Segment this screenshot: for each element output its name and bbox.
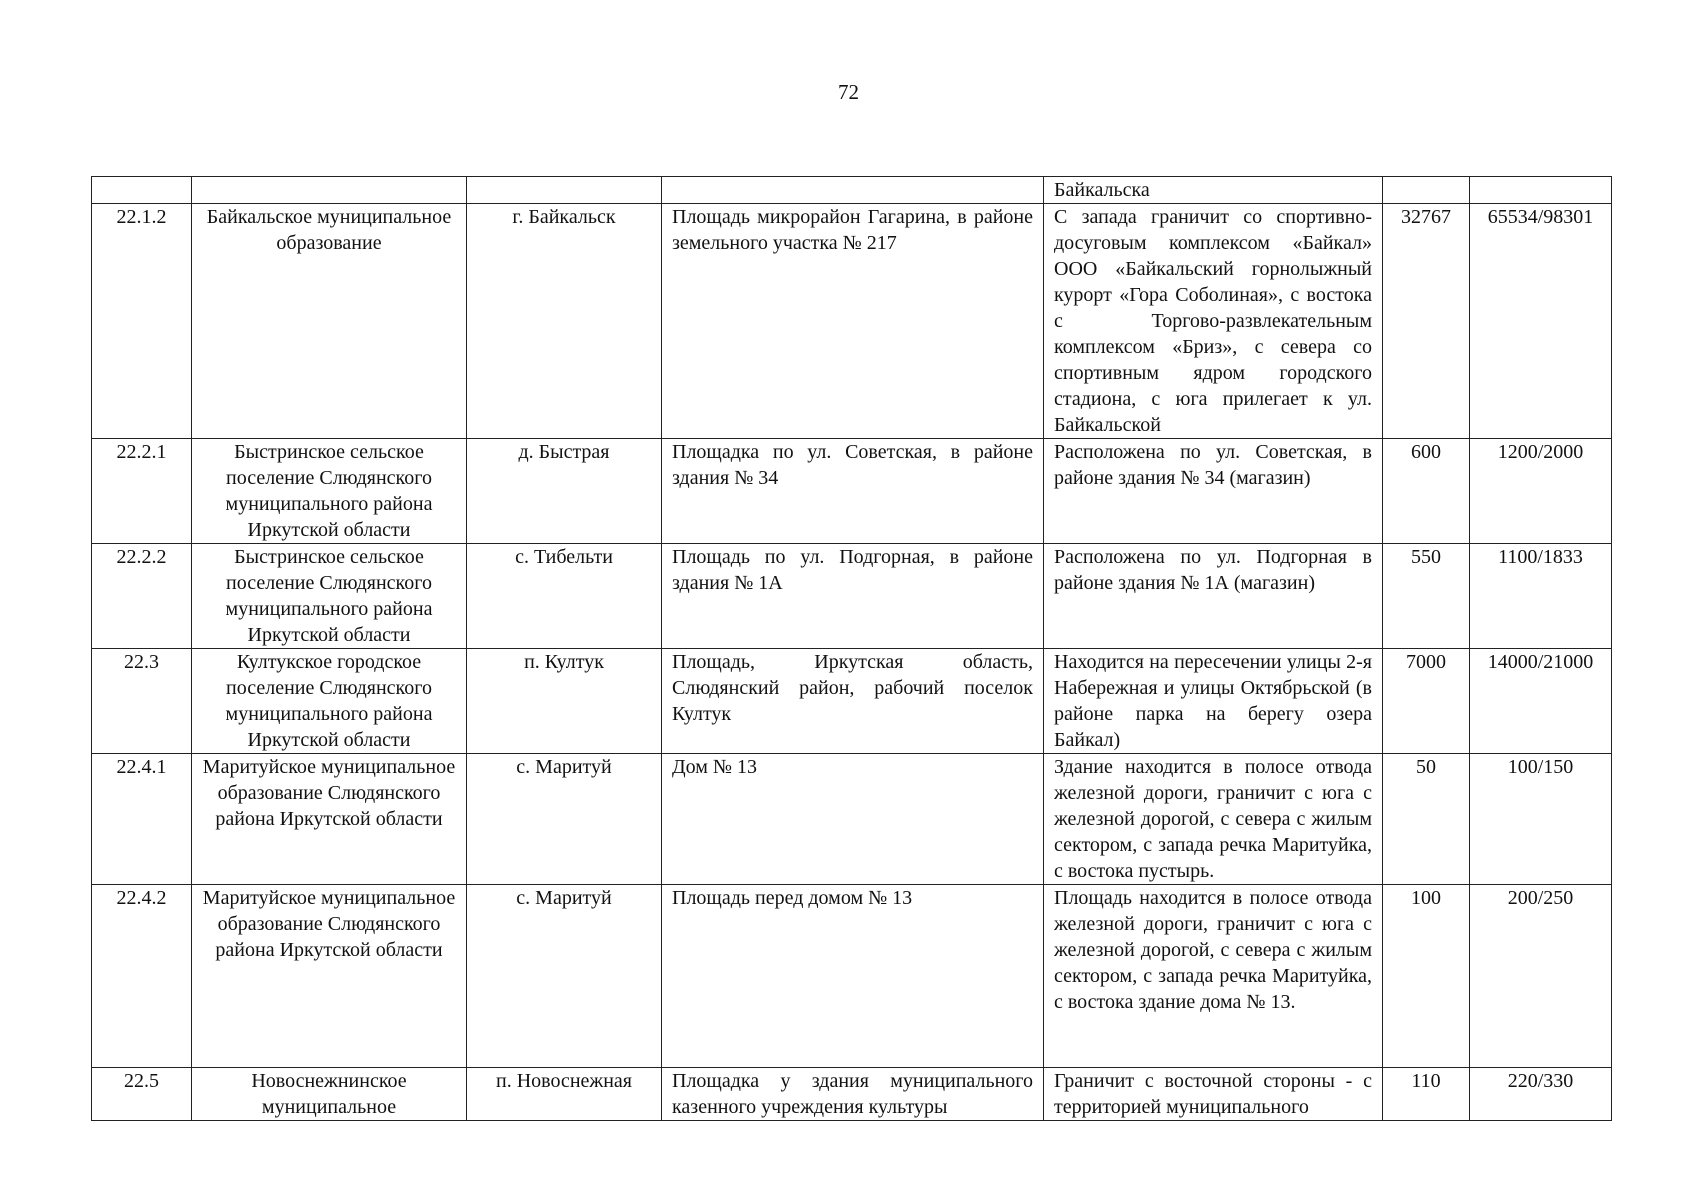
page-number: 72 xyxy=(838,80,859,104)
site-name-cell: Площадь перед домом № 13 xyxy=(662,885,1044,1068)
settlement-cell: п. Новоснежная xyxy=(467,1068,662,1121)
site-name-cell: Площадь по ул. Подгорная, в районе здания № 1А xyxy=(662,544,1044,649)
row-number-cell: 22.3 xyxy=(92,649,192,754)
municipality-cell xyxy=(192,177,467,204)
capacity-cell: 220/330 xyxy=(1470,1068,1612,1121)
table-row xyxy=(92,754,1612,885)
table-row xyxy=(92,544,1612,649)
row-number-cell: 22.4.1 xyxy=(92,754,192,885)
settlement-cell: п. Култук xyxy=(467,649,662,754)
settlement-cell: г. Байкальск xyxy=(467,204,662,439)
sites-table xyxy=(91,176,1612,1121)
capacity-cell: 14000/21000 xyxy=(1470,649,1612,754)
area-cell: 550 xyxy=(1383,544,1470,649)
site-description-cell: Расположена по ул. Подгорная в районе здания № 1А (магазин) xyxy=(1044,544,1383,649)
site-name-cell xyxy=(662,177,1044,204)
site-description-cell: Площадь находится в полосе отвода железной дороги, граничит с юга с железной дорогой, с севера с жилым сектором, с запада речка Маритуйка, с востока здание дома № 13. xyxy=(1044,885,1383,1068)
site-name-cell: Дом № 13 xyxy=(662,754,1044,885)
site-description-cell: Находится на пересечении улицы 2-я Набережная и улицы Октябрьской (в районе парка на берегу озера Байкал) xyxy=(1044,649,1383,754)
area-cell: 600 xyxy=(1383,439,1470,544)
capacity-cell: 1200/2000 xyxy=(1470,439,1612,544)
municipality-cell: Новоснежнинское муниципальное xyxy=(192,1068,467,1121)
area-cell: 32767 xyxy=(1383,204,1470,439)
site-name-cell: Площадь, Иркутская область, Слюдянский район, рабочий поселок Култук xyxy=(662,649,1044,754)
municipality-cell: Култукское городское поселение Слюдянского муниципального района Иркутской области xyxy=(192,649,467,754)
area-cell: 50 xyxy=(1383,754,1470,885)
row-number-cell: 22.1.2 xyxy=(92,204,192,439)
site-name-cell: Площадка по ул. Советская, в районе здания № 34 xyxy=(662,439,1044,544)
area-cell xyxy=(1383,177,1470,204)
area-cell: 110 xyxy=(1383,1068,1470,1121)
site-name-cell: Площадь микрорайон Гагарина, в районе земельного участка № 217 xyxy=(662,204,1044,439)
municipality-cell: Быстринское сельское поселение Слюдянского муниципального района Иркутской области xyxy=(192,439,467,544)
table-row xyxy=(92,1068,1612,1121)
site-description-cell: Байкальска xyxy=(1044,177,1383,204)
site-description-cell: Здание находится в полосе отвода железной дороги, граничит с юга с железной дорогой, с севера с жилым сектором, с запада речка Маритуйка, с востока пустырь. xyxy=(1044,754,1383,885)
table-row xyxy=(92,439,1612,544)
row-number-cell: 22.4.2 xyxy=(92,885,192,1068)
settlement-cell: с. Маритуй xyxy=(467,754,662,885)
site-description-cell: Граничит с восточной стороны - с территорией муниципального xyxy=(1044,1068,1383,1121)
municipality-cell: Байкальское муниципальное образование xyxy=(192,204,467,439)
table-row xyxy=(92,649,1612,754)
row-number-cell: 22.5 xyxy=(92,1068,192,1121)
settlement-cell: с. Тибельти xyxy=(467,544,662,649)
settlement-cell xyxy=(467,177,662,204)
table-row xyxy=(92,885,1612,1068)
settlement-cell: с. Маритуй xyxy=(467,885,662,1068)
table-row xyxy=(92,204,1612,439)
table-row xyxy=(92,177,1612,204)
site-description-cell: С запада граничит со спортивно-досуговым комплексом «Байкал» ООО «Байкальский горнолыжный курорт «Гора Соболиная», с востока с Торгово-развлекательным комплексом «Бриз», с севера со спортивным ядром городского стадиона, с юга прилегает к ул. Байкальской xyxy=(1044,204,1383,439)
area-cell: 100 xyxy=(1383,885,1470,1068)
capacity-cell: 100/150 xyxy=(1470,754,1612,885)
municipality-cell: Маритуйское муниципальное образование Слюдянского района Иркутской области xyxy=(192,885,467,1068)
municipality-cell: Быстринское сельское поселение Слюдянского муниципального района Иркутской области xyxy=(192,544,467,649)
municipality-cell: Маритуйское муниципальное образование Слюдянского района Иркутской области xyxy=(192,754,467,885)
row-number-cell: 22.2.2 xyxy=(92,544,192,649)
capacity-cell: 65534/98301 xyxy=(1470,204,1612,439)
row-number-cell xyxy=(92,177,192,204)
capacity-cell: 1100/1833 xyxy=(1470,544,1612,649)
site-name-cell: Площадка у здания муниципального казенного учреждения культуры xyxy=(662,1068,1044,1121)
capacity-cell xyxy=(1470,177,1612,204)
capacity-cell: 200/250 xyxy=(1470,885,1612,1068)
area-cell: 7000 xyxy=(1383,649,1470,754)
row-number-cell: 22.2.1 xyxy=(92,439,192,544)
site-description-cell: Расположена по ул. Советская, в районе здания № 34 (магазин) xyxy=(1044,439,1383,544)
settlement-cell: д. Быстрая xyxy=(467,439,662,544)
